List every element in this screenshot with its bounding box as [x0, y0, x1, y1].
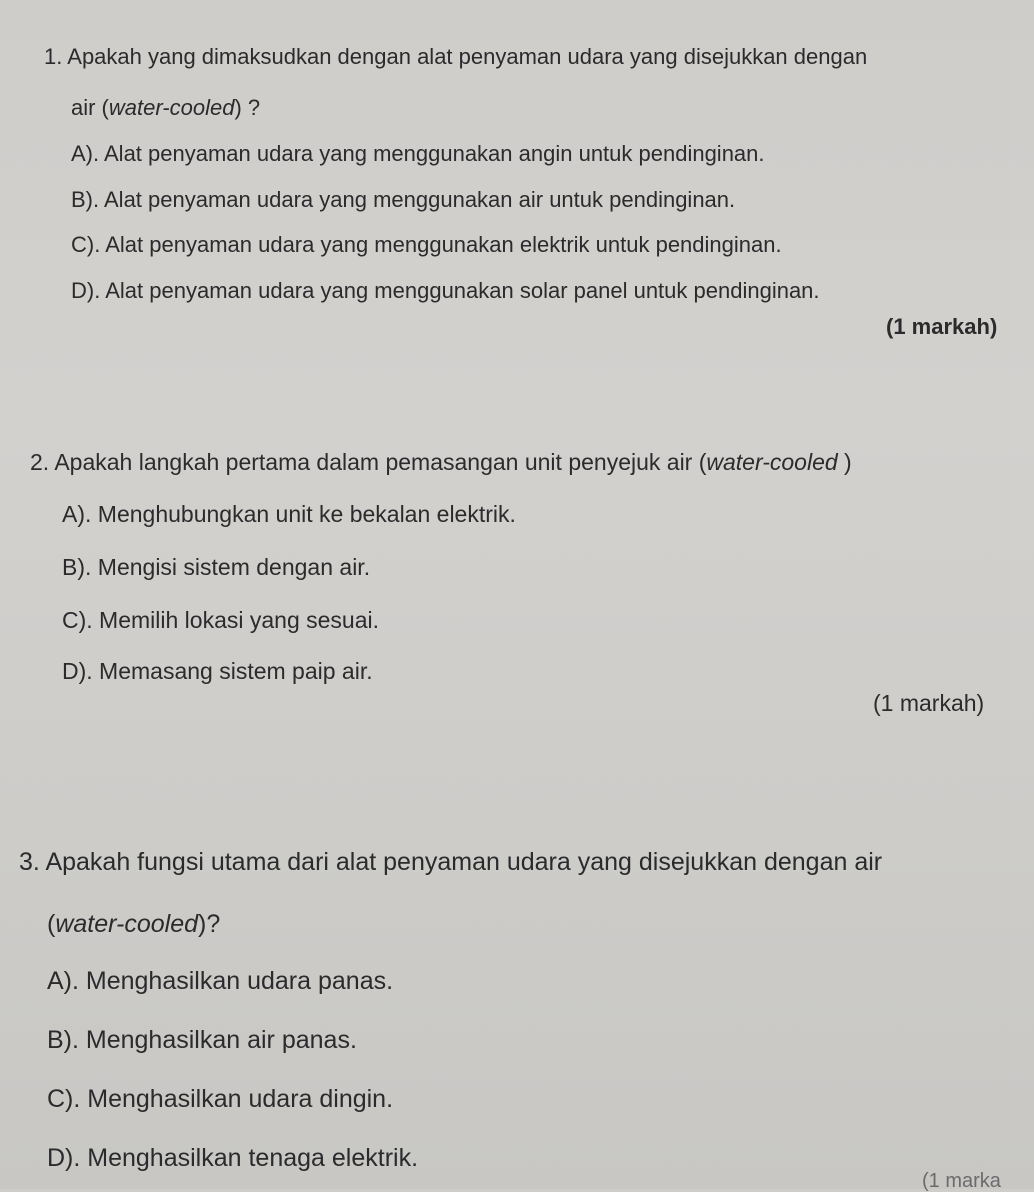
option-3a[interactable]: A). Menghasilkan udara panas. [47, 967, 394, 995]
question-2 [30, 451, 852, 474]
question-1 [44, 46, 867, 68]
question-text: Apakah yang dimaksudkan dengan alat penyaman udara yang disejukkan dengan [67, 44, 868, 69]
question-text: Apakah fungsi utama dari alat penyaman udara yang disejukkan dengan air [45, 848, 883, 876]
question-1-line2 [71, 97, 260, 119]
marks-label-2: (1 markah) [873, 690, 985, 716]
option-2c[interactable]: C). Memilih lokasi yang sesuai. [62, 607, 380, 633]
option-2b[interactable]: B). Mengisi sistem dengan air. [62, 554, 371, 580]
question-3 [19, 850, 882, 875]
question-text-suffix: )? [198, 910, 221, 938]
option-3c[interactable]: C). Menghasilkan udara dingin. [47, 1085, 394, 1113]
question-text-prefix: ( [47, 910, 56, 938]
term-water-cooled: water-cooled [108, 95, 235, 120]
question-text: Apakah langkah pertama dalam pemasangan unit penyejuk air ( [54, 449, 707, 475]
question-number: 1. [44, 44, 63, 69]
option-2a[interactable]: A). Menghubungkan unit ke bekalan elektrik. [62, 501, 516, 527]
option-1d[interactable]: D). Alat penyaman udara yang menggunakan solar panel untuk pendinginan. [71, 278, 820, 303]
question-text-suffix: ) ? [234, 95, 261, 120]
question-number: 2. [30, 449, 50, 475]
question-text-prefix: air ( [71, 95, 109, 120]
marks-label-1: (1 markah) [886, 314, 998, 339]
term-water-cooled: water-cooled [706, 449, 838, 475]
question-number: 3. [19, 848, 40, 876]
option-2d[interactable]: D). Memasang sistem paip air. [62, 658, 373, 684]
option-1a[interactable]: A). Alat penyaman udara yang menggunakan angin untuk pendinginan. [71, 141, 765, 166]
question-3-line2 [47, 912, 220, 937]
option-3d[interactable]: D). Menghasilkan tenaga elektrik. [47, 1144, 419, 1172]
question-text-suffix: ) [837, 449, 852, 475]
option-1c[interactable]: C). Alat penyaman udara yang menggunakan elektrik untuk pendinginan. [71, 232, 782, 257]
marks-label-3: (1 marka [922, 1170, 1001, 1192]
term-water-cooled: water-cooled [55, 910, 199, 938]
option-3b[interactable]: B). Menghasilkan air panas. [47, 1026, 357, 1054]
option-1b[interactable]: B). Alat penyaman udara yang menggunakan air untuk pendinginan. [71, 187, 736, 212]
